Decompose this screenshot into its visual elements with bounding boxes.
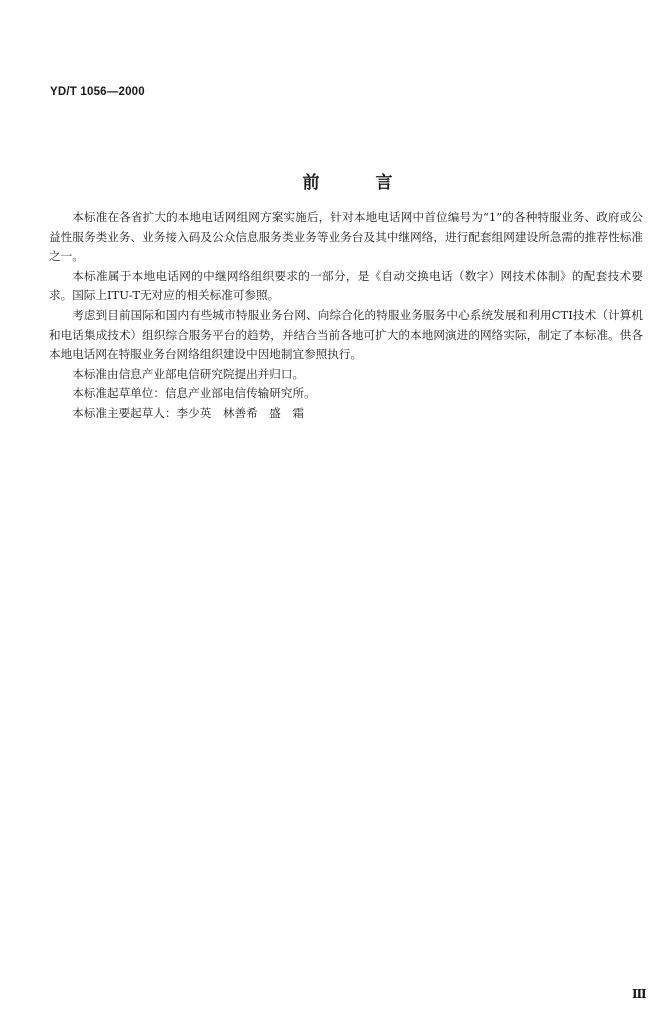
paragraph-proposer: 本标准由信息产业部电信研究院提出并归口。	[72, 366, 305, 381]
page-title: 前 言	[302, 173, 394, 193]
paragraph-drafters: 本标准主要起草人：李少英 林善希 盛 霜	[72, 405, 305, 420]
standard-number: YD/T 1056—2000	[50, 86, 145, 98]
paragraph-relation: 本标准属于本地电话网的中继网络组织要求的一部分，是《自动交换电话（数字）网技术体制》的配套技术要求。国际上ITU-T无对应的相关标准可参照。	[49, 268, 643, 303]
page-number: Ⅲ	[632, 987, 647, 1001]
foreword-body	[49, 208, 643, 424]
paragraph-drafting-unit: 本标准起草单位：信息产业部电信传输研究所。	[72, 386, 316, 401]
paragraph-background: 考虑到目前国际和国内有些城市特服业务台网、向综合化的特服业务服务中心系统发展和利用CTI技术（计算机和电话集成技术）组织综合服务平台的趋势，并结合当前各地可扩大的本地网演进的网络实际，制定了本标准。供各本地电话网在特服业务台网络组织建设中因地制宜参照执行。	[49, 307, 643, 362]
paragraph-scope: 本标准在各省扩大的本地电话网组网方案实施后，针对本地电话网中首位编号为“1”的各种特服业务、政府或公益性服务类业务、业务接入码及公众信息服务类业务等业务台及其中继网络，进行配套组网建设所急需的推荐性标准之一。	[49, 210, 643, 264]
